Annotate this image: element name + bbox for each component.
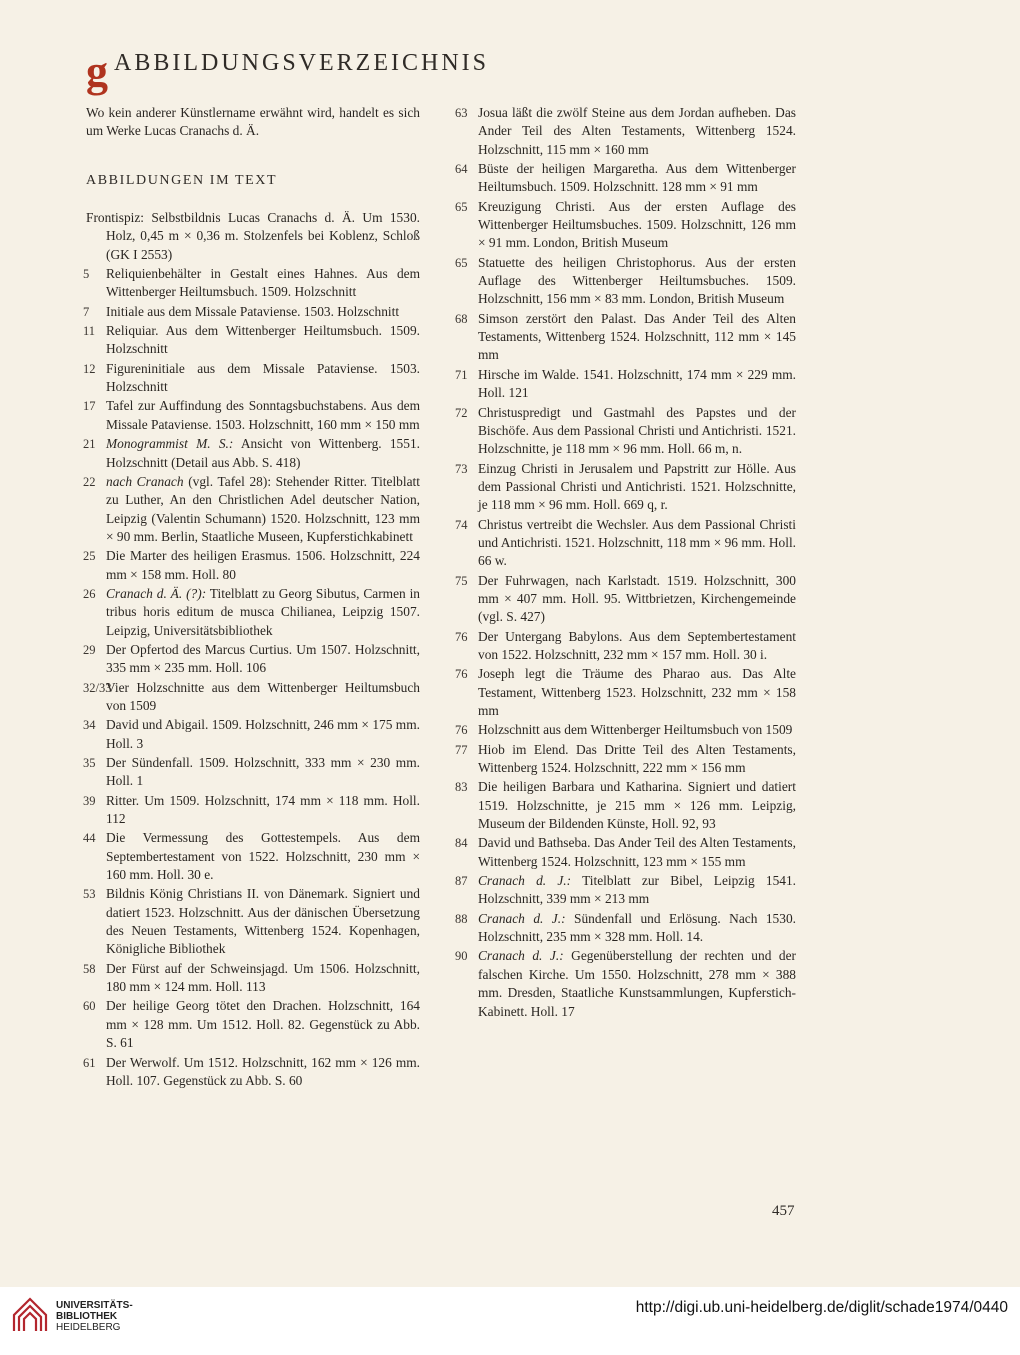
- entry-text: Ritter. Um 1509. Holzschnitt, 174 mm × 118 mm. Holl. 112: [106, 792, 420, 827]
- list-item: [83, 473, 420, 546]
- entry-page-number: 17: [83, 399, 96, 414]
- entry-page-number: 29: [83, 642, 96, 657]
- left-entry-list: [83, 209, 420, 1090]
- page-number: 457: [772, 1203, 795, 1219]
- entry-text: Christuspredigt und Gastmahl des Papstes und der Bischöfe. Aus dem Passional Christi und Antichristi. 1521. Holzschnitte, je 118 mm × 96 mm. Holl. 66 m, n.: [478, 404, 796, 457]
- list-item: [83, 585, 420, 640]
- entry-page-number: 44: [83, 831, 96, 846]
- entry-text: Holzschnitt aus dem Wittenberger Heiltumsbuch von 1509: [478, 722, 793, 738]
- entry-page-number: 12: [83, 361, 96, 376]
- entry-page-number: 21: [83, 437, 96, 452]
- entry-page-number: 61: [83, 1055, 96, 1070]
- entry-page-number: 88: [455, 911, 468, 926]
- entry-page-number: 76: [455, 723, 468, 738]
- entry-text: Christus vertreibt die Wechsler. Aus dem Passional Christi und Antichristi. 1521. Holzschnitt, 118 mm × 96 mm. Holl. 66 w.: [478, 516, 797, 569]
- right-column: [455, 104, 797, 1022]
- entry-page-number: 75: [455, 573, 468, 588]
- intro-text: Wo kein anderer Künstlername erwähnt wird, handelt es sich um Werke Lucas Cranachs d. Ä.: [86, 105, 420, 139]
- entry-page-number: 72: [455, 405, 468, 420]
- entry-text: Bildnis König Christians II. von Dänemark. Signiert und datiert 1523. Holzschnitt. Aus der dänischen Übersetzung des Neuen Testaments, Wittenberg 1524. Kopenhagen, Königliche Bibliothek: [106, 886, 420, 957]
- list-item: [83, 1054, 420, 1091]
- list-item: [455, 516, 797, 571]
- list-item: [455, 104, 796, 159]
- entry-text: Hirsche im Walde. 1541. Holzschnitt, 174 mm × 229 mm. Holl. 121: [478, 366, 796, 401]
- entry-page-number: 34: [83, 718, 96, 733]
- list-item: [455, 254, 796, 309]
- list-item: [455, 834, 796, 871]
- entry-text: Joseph legt die Träume des Pharao aus. Das Alte Testament, Wittenberg 1523. Holzschnitt, 232 mm × 158 mm: [478, 666, 796, 718]
- entry-text: Der Sündenfall. 1509. Holzschnitt, 333 mm × 230 mm. Holl. 1: [106, 755, 420, 789]
- list-item: [83, 265, 420, 302]
- entry-page-number: 32/33: [83, 680, 112, 695]
- entry-text: Hiob im Elend. Das Dritte Teil des Alten Testaments, Wittenberg 1524. Holzschnitt, 222 mm × 156 mm: [478, 741, 796, 776]
- list-item: [83, 435, 420, 472]
- right-entry-list: [455, 104, 797, 1021]
- entry-page-number: 53: [83, 887, 96, 902]
- entry-page-number: 71: [455, 367, 468, 382]
- entry-page-number: 65: [455, 199, 468, 214]
- entry-page-number: 64: [455, 162, 468, 177]
- section-heading: ABBILDUNGEN IM TEXT: [86, 172, 278, 188]
- list-item: [455, 198, 796, 253]
- entry-text: Der heilige Georg tötet den Drachen. Holzschnitt, 164 mm × 128 mm. Um 1512. Holl. 82. Gegenstück zu Abb. S. 61: [106, 998, 420, 1051]
- list-item: [455, 665, 796, 720]
- library-name[interactable]: [56, 1300, 133, 1333]
- entry-page-number: 5: [83, 267, 90, 282]
- list-item: [455, 778, 796, 833]
- left-column: [83, 104, 420, 1091]
- entry-page-number: 26: [83, 586, 96, 601]
- entry-page-number: 68: [455, 311, 468, 326]
- list-item: [455, 366, 796, 403]
- list-item: [455, 160, 796, 197]
- entry-text: Gegenüberstellung der rechten und der falschen Kirche. Um 1550. Holzschnitt, 278 mm × 388 mm. Dresden, Staatliche Kunstsammlungen, Kupferstich-Kabinett. Holl. 17: [478, 948, 796, 1019]
- list-item: [83, 360, 420, 397]
- entry-page-number: 7: [83, 304, 90, 319]
- list-item: [455, 721, 796, 739]
- entry-text: Der Fuhrwagen, nach Karlstadt. 1519. Holzschnitt, 300 mm × 407 mm. Holl. 95. Wittbrietzen, Kirchengemeinde (vgl. S. 427): [478, 572, 796, 625]
- entry-text: Tafel zur Auffindung des Sonntagsbuchstabens. Aus dem Missale Pataviense. 1503. Holzschnitt, 160 mm × 150 mm: [106, 398, 420, 432]
- entry-page-number: 76: [455, 667, 468, 682]
- entry-artist: Cranach d. Ä. (?):: [106, 585, 207, 601]
- list-item: [455, 628, 796, 665]
- entry-page-number: 83: [455, 780, 468, 795]
- list-item: [83, 829, 420, 884]
- list-item: [86, 209, 420, 264]
- list-item: [83, 303, 420, 321]
- entry-text: Ansicht von Wittenberg. 1551. Holzschnitt (Detail aus Abb. S. 418): [106, 436, 420, 470]
- list-item: [83, 397, 420, 434]
- entry-text: Der Untergang Babylons. Aus dem Septembertestament von 1522. Holzschnitt, 232 mm × 157 mm. Holl. 30 i.: [478, 628, 796, 662]
- entry-page-number: 11: [83, 324, 96, 339]
- viewer-footer: [0, 1287, 1020, 1355]
- permalink-url[interactable]: http://digi.ub.uni-heidelberg.de/diglit/schade1974/0440: [635, 1299, 1008, 1316]
- entry-text: Die Marter des heiligen Erasmus. 1506. Holzschnitt, 224 mm × 158 mm. Holl. 80: [106, 548, 420, 582]
- list-item: [83, 792, 420, 829]
- entry-text: Figureninitiale aus dem Missale Pataviense. 1503. Holzschnitt: [106, 360, 420, 395]
- list-item: [83, 679, 420, 716]
- entry-artist: Cranach d. J.:: [478, 948, 564, 964]
- entry-text: Die heiligen Barbara und Katharina. Signiert und datiert 1519. Holzschnitte, je 215 mm × 126 mm. Leipzig, Museum der Bildenden Künste, Holl. 92, 93: [478, 779, 796, 832]
- entry-page-number: 73: [455, 461, 468, 476]
- entry-text: David und Abigail. 1509. Holzschnitt, 246 mm × 175 mm. Holl. 3: [106, 717, 420, 751]
- entry-page-number: 25: [83, 549, 96, 564]
- entry-text: Der Fürst auf der Schweinsjagd. Um 1506. Holzschnitt, 180 mm × 124 mm. Holl. 113: [106, 960, 420, 995]
- library-line-1: UNIVERSITÄTS-: [56, 1300, 133, 1311]
- list-item: [455, 741, 796, 778]
- list-item: [455, 872, 797, 909]
- list-item: [455, 572, 796, 627]
- entry-page-number: 60: [83, 999, 96, 1014]
- entry-page-number: 63: [455, 106, 468, 120]
- list-item: [83, 997, 420, 1052]
- entry-text: Titelblatt zur Bibel, Leipzig 1541. Holzschnitt, 339 mm × 213 mm: [478, 873, 797, 907]
- list-item: [455, 910, 796, 947]
- entry-text: Reliquienbehälter in Gestalt eines Hahnes. Aus dem Wittenberger Heiltumsbuch. 1509. Holzschnitt: [106, 266, 420, 300]
- entry-text: Initiale aus dem Missale Pataviense. 1503. Holzschnitt: [106, 303, 400, 319]
- list-item: [83, 885, 420, 958]
- entry-text: Der Opfertod des Marcus Curtius. Um 1507. Holzschnitt, 335 mm × 235 mm. Holl. 106: [106, 641, 420, 676]
- list-item: [455, 404, 796, 459]
- list-item: [83, 547, 420, 584]
- list-item: [83, 641, 420, 678]
- list-item: [83, 754, 420, 791]
- entry-text: David und Bathseba. Das Ander Teil des Alten Testaments, Wittenberg 1524. Holzschnitt, 123 mm × 155 mm: [478, 835, 796, 869]
- entry-text: Statuette des heiligen Christophorus. Aus der ersten Auflage des Wittenberger Heiltumsbuches. 1509. Holzschnitt, 156 mm × 83 mm. London, British Museum: [478, 254, 796, 307]
- entry-page-number: 90: [455, 949, 468, 964]
- entry-text: Sündenfall und Erlösung. Nach 1530. Holzschnitt, 235 mm × 328 mm. Holl. 14.: [478, 910, 796, 945]
- entry-page-number: 76: [455, 629, 468, 644]
- list-item: [83, 960, 420, 997]
- entry-text: Frontispiz: Selbstbildnis Lucas Cranachs d. Ä. Um 1530. Holz, 0,45 m × 0,36 m. Stolzenfels bei Koblenz, Schloß (GK I 2553): [86, 210, 420, 262]
- entry-page-number: 35: [83, 756, 96, 770]
- list-item: [455, 460, 796, 515]
- entry-artist: nach Cranach: [106, 473, 184, 489]
- entry-artist: Cranach d. J.:: [478, 910, 566, 926]
- entry-text: Simson zerstört den Palast. Das Ander Teil des Alten Testaments, Wittenberg 1524. Holzschnitt, 112 mm × 145 mm: [478, 310, 796, 363]
- page-title: ABBILDUNGSVERZEICHNIS: [114, 50, 489, 76]
- entry-artist: Monogrammist M. S.:: [106, 436, 234, 452]
- entry-text: Einzug Christi in Jerusalem und Papstritt zur Hölle. Aus dem Passional Christi und Antichristi. 1521. Holzschnitte, je 118 mm × 96 mm. Holl. 669 q, r.: [478, 460, 796, 513]
- library-logo-icon[interactable]: [10, 1295, 50, 1335]
- list-item: [83, 716, 420, 753]
- list-item: [455, 947, 796, 1020]
- entry-text: (vgl. Tafel 28): Stehender Ritter. Titelblatt zu Luther, An den Christlichen Adel deutscher Nation, Leipzig (Valentin Schumann) 1520. Holzschnitt, 123 mm × 90 mm. Berlin, Staatliche Museen, Kupferstichkabinett: [106, 473, 420, 544]
- entry-page-number: 77: [455, 742, 468, 757]
- entry-page-number: 84: [455, 836, 468, 851]
- entry-text: Titelblatt zu Georg Sibutus, Carmen in tribus horis editum de musca Chilianea, Leipzig 1507. Leipzig, Universitätsbibliothek: [106, 585, 420, 638]
- entry-text: Der Werwolf. Um 1512. Holzschnitt, 162 mm × 126 mm. Holl. 107. Gegenstück zu Abb. S. 60: [106, 1054, 420, 1088]
- entry-artist: Cranach d. J.:: [478, 873, 572, 889]
- decorative-initial: g: [86, 47, 108, 96]
- entry-text: Josua läßt die zwölf Steine aus dem Jordan aufheben. Das Ander Teil des Alten Testaments, Wittenberg 1524. Holzschnitt, 115 mm × 160 mm: [478, 105, 796, 157]
- library-line-3: HEIDELBERG: [56, 1322, 121, 1333]
- list-item: [455, 310, 796, 365]
- entry-page-number: 65: [455, 255, 468, 270]
- entry-text: Büste der heiligen Margaretha. Aus dem Wittenberger Heiltumsbuch. 1509. Holzschnitt. 128 mm × 91 mm: [478, 161, 796, 195]
- entry-page-number: 74: [455, 517, 468, 532]
- entry-text: Reliquiar. Aus dem Wittenberger Heiltumsbuch. 1509. Holzschnitt: [106, 323, 420, 357]
- entry-page-number: 22: [83, 474, 96, 489]
- entry-page-number: 87: [455, 874, 468, 889]
- list-item: [83, 322, 420, 359]
- entry-text: Die Vermessung des Gottestempels. Aus dem Septembertestament von 1522. Holzschnitt, 230 mm × 160 mm. Holl. 30 e.: [106, 830, 420, 883]
- entry-page-number: 58: [83, 961, 96, 976]
- entry-page-number: 39: [83, 793, 96, 808]
- library-line-2: BIBLIOTHEK: [56, 1311, 118, 1322]
- entry-text: Vier Holzschnitte aus dem Wittenberger Heiltumsbuch von 1509: [106, 679, 420, 713]
- entry-text: Kreuzigung Christi. Aus der ersten Auflage des Wittenberger Heiltumsbuches. 1509. Holzschnitt, 126 mm × 91 mm. London, British Museum: [478, 198, 796, 251]
